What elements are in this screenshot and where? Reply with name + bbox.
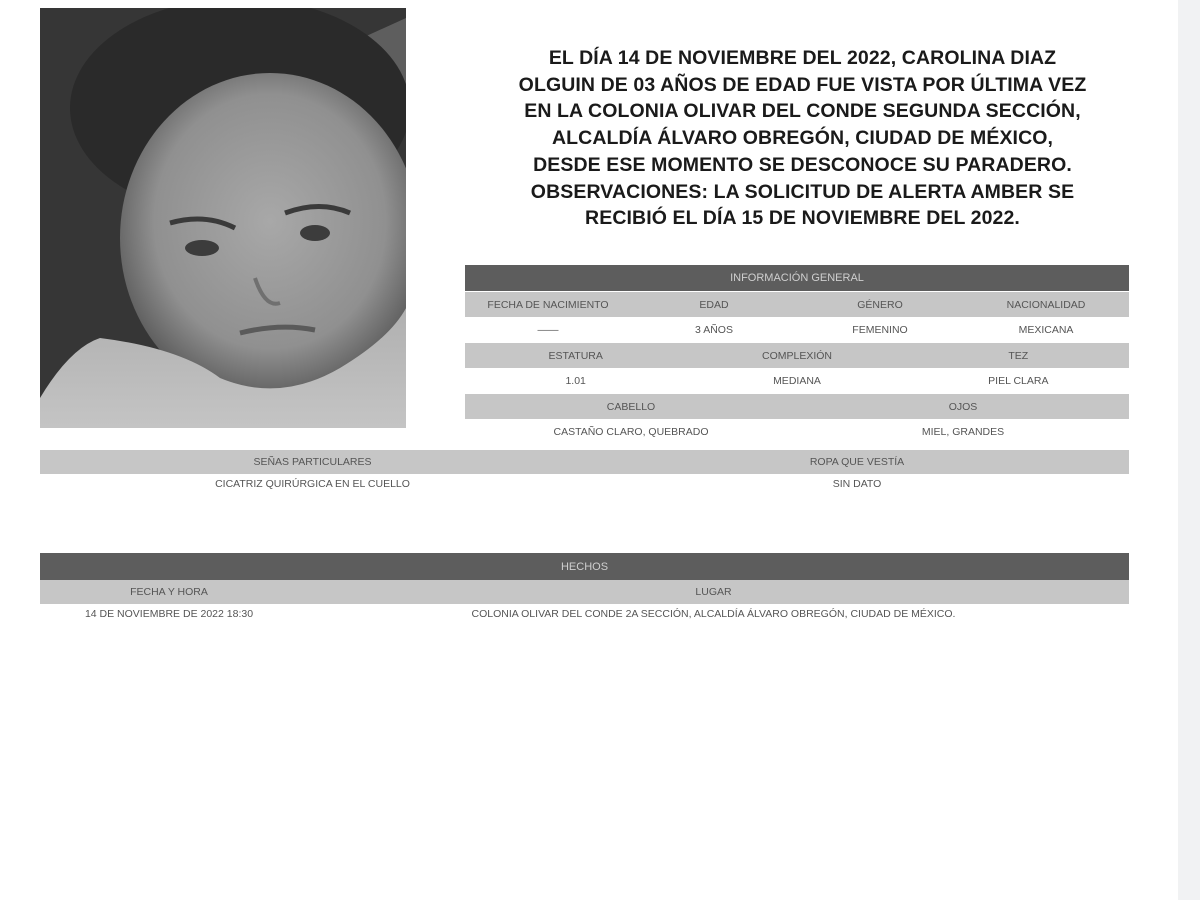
value-build: MEDIANA — [773, 374, 821, 387]
value-height: 1.01 — [565, 374, 586, 387]
distinguishing-marks-table — [40, 450, 1129, 494]
value-birth-date: —— — [537, 323, 559, 336]
header-row-height-build-complexion — [465, 343, 1129, 368]
header-row-marks-clothing — [40, 450, 1129, 474]
header-place: LUGAR — [695, 586, 732, 598]
disappearance-statement — [470, 45, 1135, 232]
header-eyes: OJOS — [948, 400, 978, 413]
header-build: COMPLEXIÓN — [761, 349, 832, 362]
value-place: COLONIA OLIVAR DEL CONDE 2A SECCIÓN, ALCALDÍA ÁLVARO OBREGÓN, CIUDAD DE MÉXICO. — [471, 608, 956, 620]
header-gender: GÉNERO — [857, 298, 903, 311]
statement-line: OBSERVACIONES: LA SOLICITUD DE ALERTA AMBER SE — [530, 180, 1075, 203]
statement-line: RECIBIÓ EL DÍA 15 DE NOVIEMBRE DEL 2022. — [585, 207, 1020, 230]
statement-line: EL DÍA 14 DE NOVIEMBRE DEL 2022, CAROLINA DIAZ — [548, 47, 1057, 69]
value-row-marks-clothing — [40, 474, 1129, 494]
value-eyes: MIEL, GRANDES — [921, 425, 1005, 438]
header-age: EDAD — [699, 298, 729, 311]
header-clothing: ROPA QUE VESTÍA — [809, 456, 905, 468]
statement-line: OLGUIN DE 03 AÑOS DE EDAD FUE VISTA POR ÚLTIMA VEZ — [518, 73, 1087, 96]
header-complexion: TEZ — [1008, 349, 1029, 362]
header-hair: CABELLO — [606, 400, 656, 413]
value-age: 3 AÑOS — [695, 323, 733, 336]
value-clothing: SIN DATO — [832, 478, 882, 490]
section-title-general-info: INFORMACIÓN GENERAL — [465, 265, 1129, 291]
header-birth-date: FECHA DE NACIMIENTO — [487, 298, 609, 311]
value-distinguishing-marks: CICATRIZ QUIRÚRGICA EN EL CUELLO — [215, 478, 410, 490]
header-height: ESTATURA — [548, 349, 603, 362]
value-row-height-build-complexion — [465, 368, 1129, 393]
value-complexion: PIEL CLARA — [988, 374, 1049, 387]
header-nationality: NACIONALIDAD — [1006, 298, 1086, 311]
statement-line: EN LA COLONIA OLIVAR DEL CONDE SEGUNDA SECCIÓN, — [524, 100, 1081, 123]
header-row-hair-eyes — [465, 394, 1129, 419]
page-edge-strip — [1178, 0, 1200, 900]
value-row-hair-eyes — [465, 419, 1129, 444]
general-information-table — [465, 265, 1129, 444]
value-gender: FEMENINO — [852, 323, 908, 336]
missing-child-photo — [40, 8, 406, 428]
value-row-date-place — [40, 604, 1129, 624]
statement-line: DESDE ESE MOMENTO SE DESCONOCE SU PARADERO. — [533, 153, 1072, 176]
value-row-birth-age-gender-nationality — [465, 317, 1129, 342]
header-row-birth-age-gender-nationality — [465, 292, 1129, 317]
value-nationality: MEXICANA — [1018, 323, 1074, 336]
header-row-date-place — [40, 580, 1129, 604]
facts-table — [40, 553, 1129, 624]
portrait-illustration — [40, 8, 406, 428]
value-hair: CASTAÑO CLARO, QUEBRADO — [553, 425, 709, 438]
header-distinguishing-marks: SEÑAS PARTICULARES — [253, 456, 372, 468]
header-date-time: FECHA Y HORA — [130, 586, 208, 598]
statement-line: ALCALDÍA ÁLVARO OBREGÓN, CIUDAD DE MÉXICO, — [551, 127, 1054, 150]
section-title-facts: HECHOS — [40, 553, 1129, 580]
value-date-time: 14 DE NOVIEMBRE DE 2022 18:30 — [84, 608, 254, 620]
